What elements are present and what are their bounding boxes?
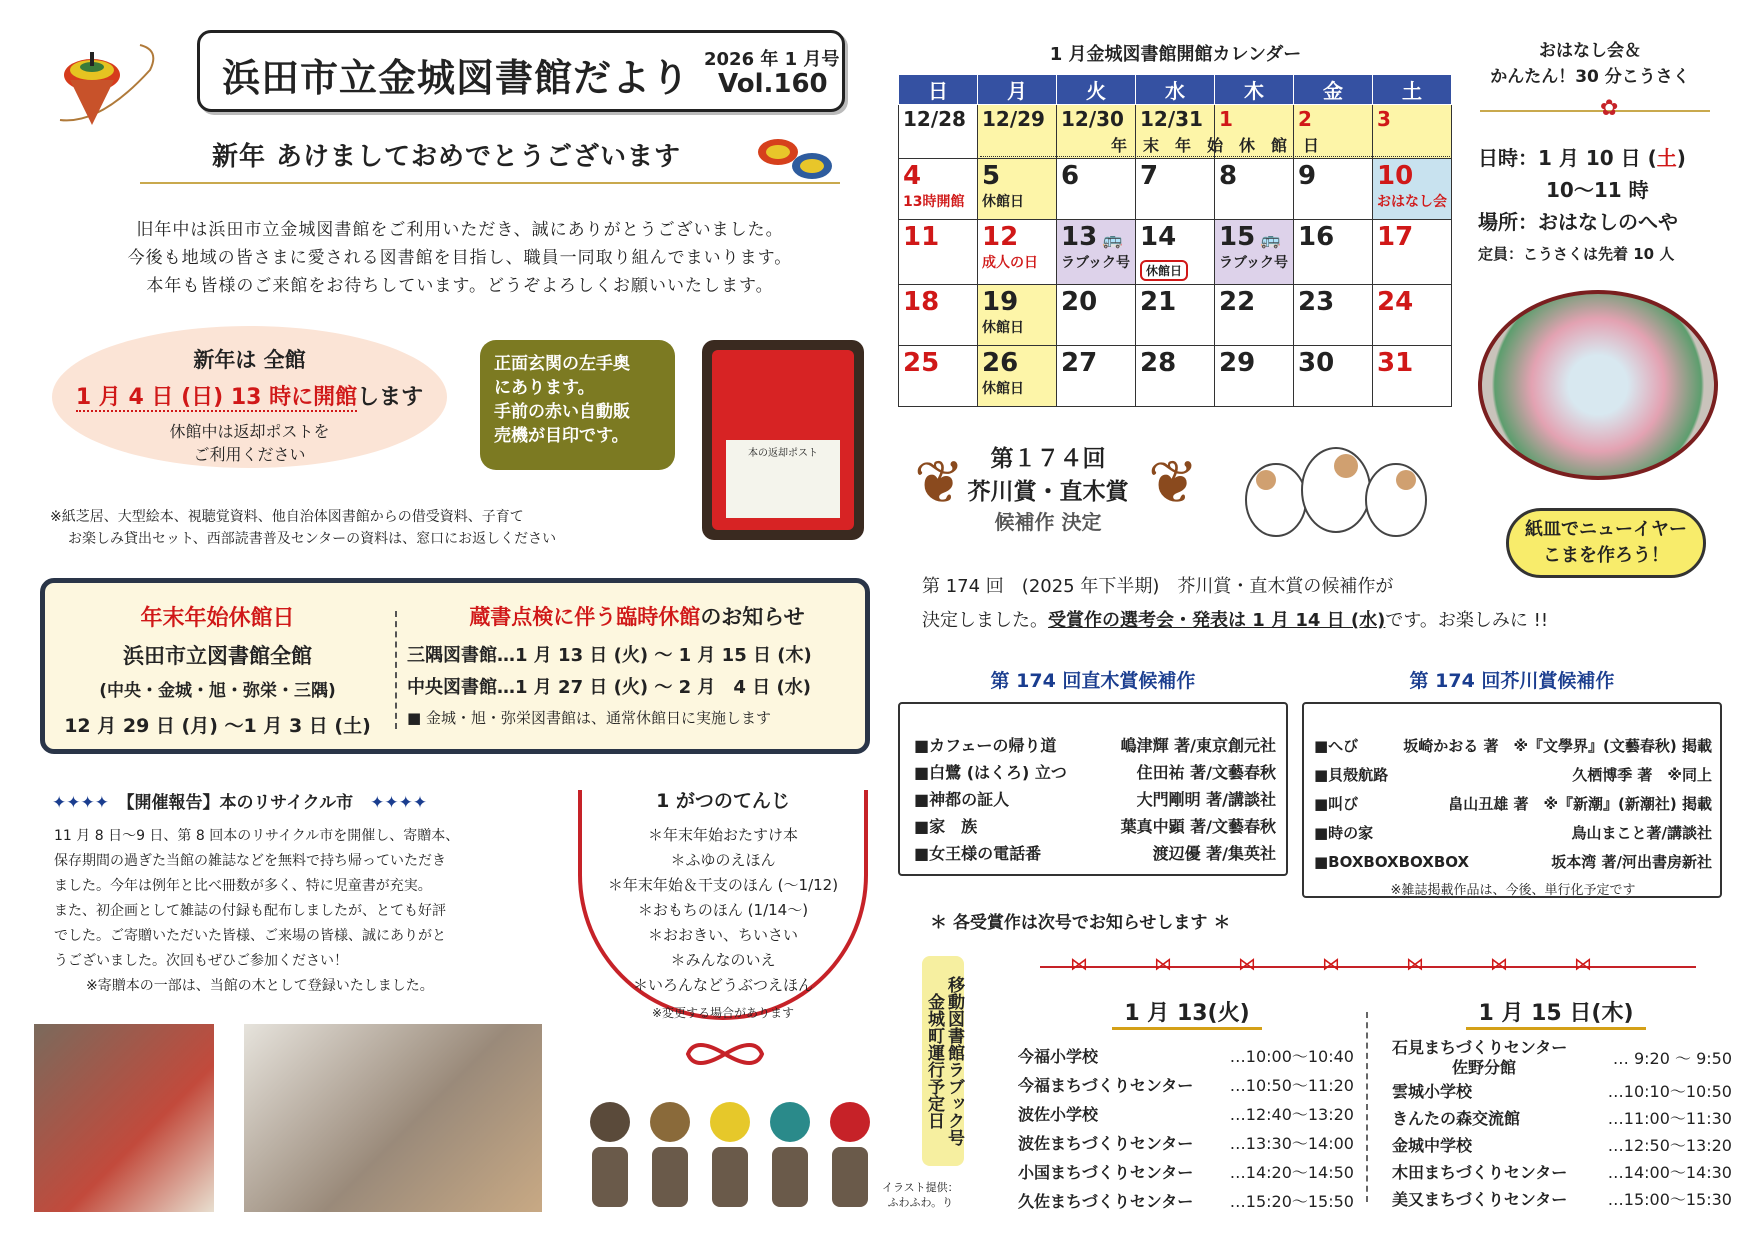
- opening-notice: 新年は 全館 1 月 4 日 (日) 13 時に開館します 休館中は返却ポストを ご利用ください: [52, 326, 447, 468]
- children-illustration: [580, 1092, 880, 1210]
- candidate-row: ■時の家 鳥山まこと著/講談社: [1314, 824, 1712, 842]
- ohanashi-info: 日時：1 月 10 日 (土) 10～11 時 場所：おはなしのへや 定員：こうさくは先着 10 人: [1478, 146, 1686, 263]
- route2-list: [1392, 1038, 1732, 1213]
- greeting-text: 旧年中は浜田市立金城図書館をご利用いただき、誠にありがとうございました。 今後も地域の皆さまに愛される図書館を目指し、職員一同取り組んでまいります。 本年も皆様のご来館をお待ちしています。どうぞよろしくお願いいたします。: [127, 220, 793, 296]
- award-footer: ＊ 各受賞作は次号でお知らせします ＊: [930, 913, 1231, 933]
- closed-banner: 年 末 年 始 休 館 日: [980, 133, 1450, 157]
- calendar-weekday: 金: [1294, 75, 1373, 105]
- calendar-day: 29: [1215, 346, 1294, 407]
- calendar-day: 15 🚌 ラブック号: [1215, 220, 1294, 285]
- route-stop: 石見まちづくりセンター 佐野分館 … 9:20 ～ 9:50: [1392, 1038, 1732, 1077]
- calendar-day: 16: [1294, 220, 1373, 285]
- newsletter-title: 浜田市立金城図書館だより: [222, 56, 691, 100]
- bookmobile-label: 移動図書館ラブック号 金城町運行予定日: [922, 956, 964, 1166]
- recycle-text: 11 月 8 日～9 日、第 8 回本のリサイクル市を開催し、寄贈本、 保存期間の過ぎた当館の雑誌などを無料で持ち帰っていただき ました。今年は例年と比べ冊数が多く、特に児童書が充実。 また、初企画として雑誌の付録も配布しましたが、とても好評 でした。ご寄贈いただいた皆様、ご来場の皆様、誠にありがと うございました。次回もぜひご参加ください！ ※寄贈本の一部は、当館の木として登録いたしました。: [54, 828, 460, 994]
- calendar-day: 3: [1373, 105, 1452, 159]
- candidate-row: ■BOXBOXBOXBOX 坂本湾 著/河出書房新社: [1314, 853, 1712, 871]
- calendar-day: 25: [899, 346, 978, 407]
- candidate-row: ■女王様の電話番 渡辺優 著/集英社: [914, 844, 1276, 863]
- laurel-left-icon: ❦: [914, 448, 965, 518]
- calendar-weekday: 木: [1215, 75, 1294, 105]
- candidate-row: ■カフェーの帰り道 嶋津輝 著/東京創元社: [914, 736, 1276, 755]
- award-text: 第 174 回 (2025 年下半期) 芥川賞・直木賞の候補作が 決定しました。受賞作の選考会・発表は 1 月 14 日 (水)です。お楽しみに !!: [922, 576, 1549, 631]
- calendar-day: 12/29: [978, 105, 1057, 159]
- calendar-day: 4 13時開館: [899, 159, 978, 220]
- bus-icon: 🚌: [1255, 230, 1281, 249]
- newsletter-header: [197, 30, 845, 112]
- greeting-title: 新年 あけましておめでとうございます: [212, 142, 682, 172]
- bus-icon: 🚌: [1097, 230, 1123, 249]
- calendar-day: 14休館日: [1136, 220, 1215, 285]
- candidate-row: ■神都の証人 大門剛明 著/講談社: [914, 790, 1276, 809]
- return-post-photo: 本の返却ポスト: [702, 340, 864, 540]
- route-stop: 金城中学校 …12:50～13:20: [1392, 1136, 1732, 1155]
- calendar-weekday: 日: [899, 75, 978, 105]
- naoki-list: [898, 702, 1288, 876]
- opening-date: 1 月 4 日 (日) 13 時に開館: [75, 385, 358, 410]
- calendar-day: 22: [1215, 285, 1294, 346]
- craft-bubble: 紙皿でニューイヤー こまを作ろう！: [1506, 508, 1706, 578]
- recycle-photo-2: [244, 1024, 542, 1212]
- volume-label: Vol.160: [718, 69, 828, 99]
- ribbon-bows: ⋈⋈⋈⋈⋈⋈⋈: [1070, 954, 1658, 975]
- candidate-row: ■へび 坂崎かおる 著 ※『文學界』(文藝春秋) 掲載: [1314, 737, 1712, 755]
- calendar-day: 2: [1294, 105, 1373, 159]
- spinning-top-icon: [40, 30, 160, 130]
- route-divider: [1366, 1012, 1368, 1202]
- illustration-credit: イラスト提供： ふわふわ。り: [882, 1181, 959, 1209]
- cats-illustration: [1236, 430, 1436, 540]
- calendar-title: 1 月金城図書館開館カレンダー: [1049, 44, 1302, 65]
- route-stop: 木田まちづくりセンター …14:00～14:30: [1392, 1163, 1732, 1182]
- calendar-day: 12/28: [899, 105, 978, 159]
- calendar-day: 6: [1057, 159, 1136, 220]
- candidate-row: ■家 族 葉真中顕 著/文藝春秋: [914, 817, 1276, 836]
- calendar-day: 17: [1373, 220, 1452, 285]
- akutagawa-list: ■へび 坂崎かおる 著 ※『文學界』(文藝春秋) 掲載 ■貝殻航路 久栖博季 著 ※同上 ■叫び 畠山丑雄 著 ※『新潮』(新潮社) 掲載 ■時の家 鳥山まこと著/講談社 ■BOXBOXBOXBOX 坂本湾 著/河出書房新社 ※雑誌掲載作品は、今後、単行化予定です: [1302, 702, 1722, 898]
- calendar-day: 5 休館日: [978, 159, 1057, 220]
- greeting-divider: [140, 182, 840, 184]
- closure-box: 年末年始休館日 浜田市立図書館全館 (中央・金城・旭・弥栄・三隅) 12 月 29 日 (月) ～1 月 3 日 (土) 蔵書点検に伴う臨時休館のお知らせ 三隅図書館…1 月 13 日 (火) ～ 1 月 15 日 (木) 中央図書館…1 月 27 日 (火) ～ 2 月 4 日 (水) ■ 金城・旭・弥栄図書館は、通常休館日に実施します: [40, 578, 870, 754]
- calendar-day: 26 休館日: [978, 346, 1057, 407]
- calendar-day: 31: [1373, 346, 1452, 407]
- route-stop: 波佐まちづくりセンター …13:30～14:00: [1018, 1134, 1354, 1153]
- calendar-day: 20: [1057, 285, 1136, 346]
- route-stop: 久佐まちづくりセンター …15:20～15:50: [1018, 1192, 1354, 1211]
- calendar-day: 27: [1057, 346, 1136, 407]
- candidate-row: ■白鷺 (はくろ) 立つ 住田祐 著/文藝春秋: [914, 763, 1276, 782]
- calendar-day: 1: [1215, 105, 1294, 159]
- route-stop: 今福まちづくりセンター …10:50～11:20: [1018, 1076, 1354, 1095]
- calendar-weekday: 土: [1373, 75, 1452, 105]
- laurel-right-icon: ❦: [1148, 448, 1199, 518]
- calendar-weekday: 月: [978, 75, 1057, 105]
- spinning-tops-icon: [748, 130, 840, 190]
- ohanashi-title: おはなし会＆ かんたん！30 分こうさく: [1490, 41, 1690, 87]
- route-stop: 小国まちづくりセンター …14:20～14:50: [1018, 1163, 1354, 1182]
- calendar-day: 30: [1294, 346, 1373, 407]
- ohanashi-divider: [1480, 110, 1710, 112]
- naoki-title: 第 174 回直木賞候補作: [990, 670, 1196, 692]
- opening-calendar: [898, 74, 1452, 407]
- recycle-title: ✦✦✦✦ 【開催報告】本のリサイクル市 ✦✦✦✦: [52, 793, 428, 813]
- route-stop: 雲城小学校 …10:10～10:50: [1392, 1082, 1732, 1101]
- route1-date: 1 月 13(火): [1112, 996, 1262, 1030]
- calendar-day: 13 🚌 ラブック号: [1057, 220, 1136, 285]
- plum-blossom-icon: ✿: [1600, 96, 1619, 121]
- tenji-section: 1 がつのてんじ ＊年末年始おたすけ本 ＊ふゆのえほん ＊年末年始＆干支のほん (～1/12) ＊おもちのほん (1/14～) ＊おおきい、ちいさい ＊みんなのいえ ＊いろんなどうぶつえほん ※変更する場合があります: [607, 790, 839, 1020]
- issue-label: 2026 年 1 月号: [704, 49, 840, 70]
- calendar-weekday: 火: [1057, 75, 1136, 105]
- calendar-day: 7: [1136, 159, 1215, 220]
- route-stop: 美又まちづくりセンター …15:00～15:30: [1392, 1190, 1732, 1209]
- award-heading: 第１７４回 芥川賞・直木賞 候補作 決定: [967, 446, 1129, 534]
- calendar-day: 11: [899, 220, 978, 285]
- post-location-bubble: 正面玄関の左手奥 にあります。 手前の赤い自動販 売機が目印です。: [480, 340, 675, 470]
- calendar-day: 18: [899, 285, 978, 346]
- calendar-day: 28: [1136, 346, 1215, 407]
- return-note: ※紙芝居、大型絵本、視聴覚資料、他自治体図書館からの借受資料、子育て お楽しみ貸出セット、西部読書普及センターの資料は、窓口にお返しください: [50, 509, 557, 547]
- closure-divider: [395, 611, 397, 729]
- calendar-day: 10 おはなし会: [1373, 159, 1452, 220]
- calendar-day: 19 休館日: [978, 285, 1057, 346]
- calendar-day: 21: [1136, 285, 1215, 346]
- paper-plate-top-photo: [1478, 290, 1718, 480]
- ribbon-bow-icon: [680, 1036, 770, 1072]
- calendar-day: 12/30: [1057, 105, 1136, 159]
- candidate-row: ■貝殻航路 久栖博季 著 ※同上: [1314, 766, 1712, 784]
- route-stop: きんたの森交流館 …11:00～11:30: [1392, 1109, 1732, 1128]
- recycle-photo-1: [34, 1024, 214, 1212]
- akutagawa-title: 第 174 回芥川賞候補作: [1409, 670, 1615, 692]
- calendar-day: 8: [1215, 159, 1294, 220]
- route1-list: [1018, 1042, 1354, 1216]
- route2-date: 1 月 15 日(木): [1466, 996, 1646, 1030]
- calendar-day: 12/31: [1136, 105, 1215, 159]
- calendar-day: 9: [1294, 159, 1373, 220]
- calendar-weekday: 水: [1136, 75, 1215, 105]
- route-stop: 今福小学校 …10:00～10:40: [1018, 1047, 1354, 1066]
- route-stop: 波佐小学校 …12:40～13:20: [1018, 1105, 1354, 1124]
- calendar-day: 12 成人の日: [978, 220, 1057, 285]
- calendar-day: 23: [1294, 285, 1373, 346]
- candidate-row: ■叫び 畠山丑雄 著 ※『新潮』(新潮社) 掲載: [1314, 795, 1712, 813]
- calendar-day: 24: [1373, 285, 1452, 346]
